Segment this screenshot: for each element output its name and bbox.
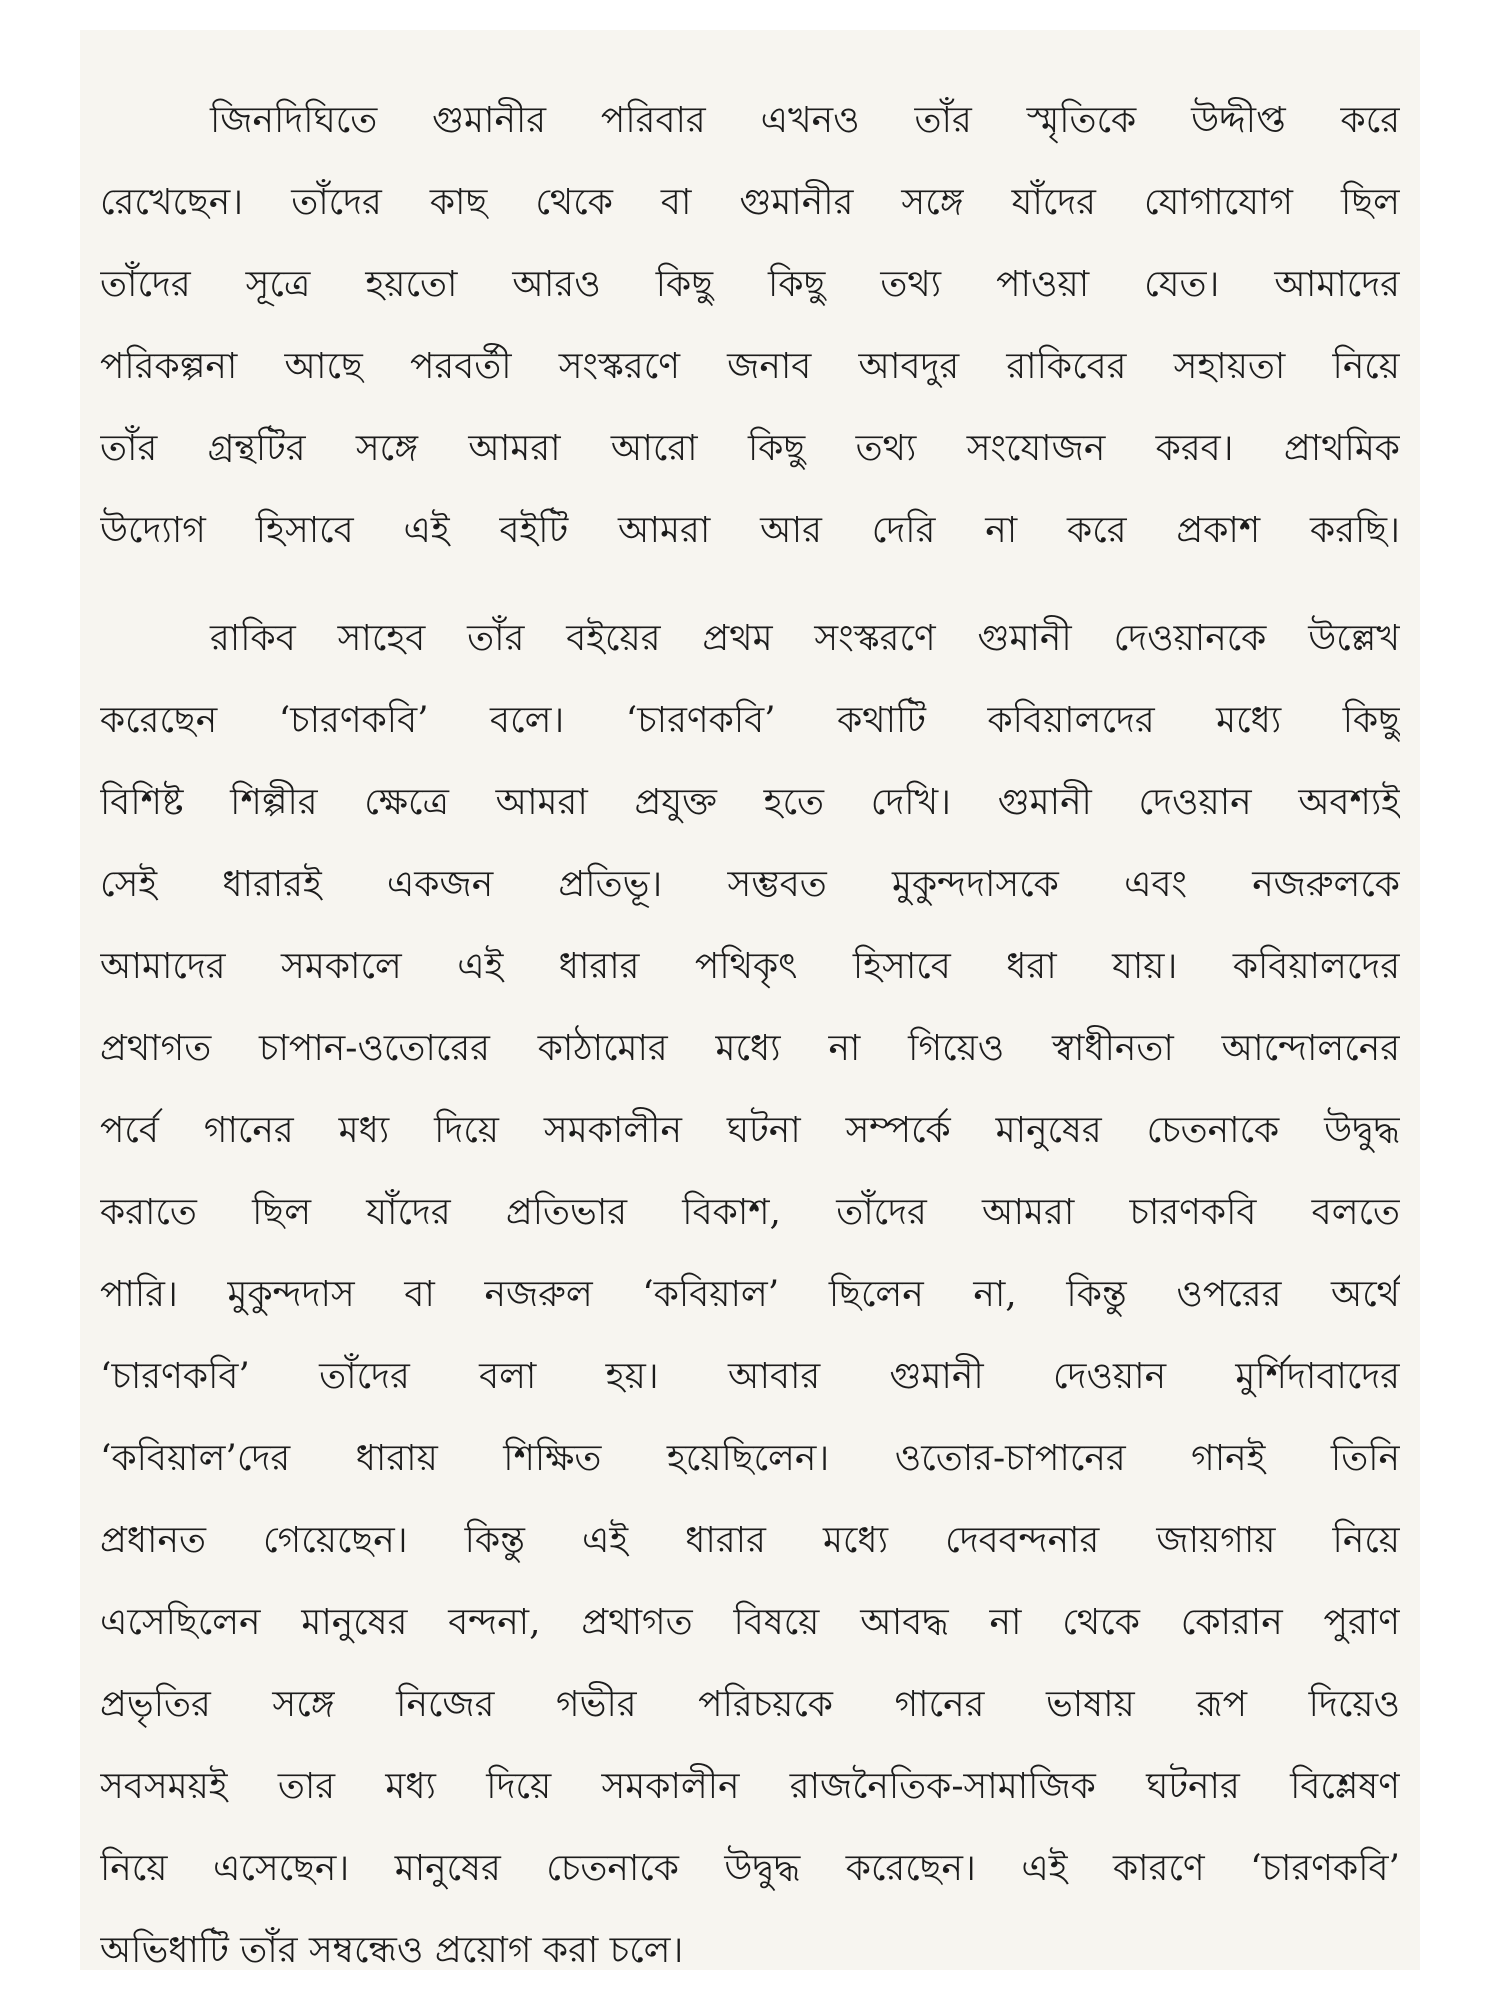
text-line: সবসময়ই তার মধ্য দিয়ে সমকালীন রাজনৈতিক-সামাজিক ঘটনার বিশ্লেষণ [100,1766,1400,1807]
text-line: উদ্যোগ হিসাবে এই বইটি আমরা আর দেরি না করে প্রকাশ করছি। [100,510,1400,551]
text-line: পরিকল্পনা আছে পরবর্তী সংস্করণে জনাব আবদুর রাকিবের সহায়তা নিয়ে [100,346,1400,387]
text-line: করেছেন ‘চারণকবি’ বলে। ‘চারণকবি’ কথাটি কবিয়ালদের মধ্যে কিছু [100,700,1400,741]
text-line: তাঁদের সূত্রে হয়তো আরও কিছু কিছু তথ্য পাওয়া যেত। আমাদের [100,264,1400,305]
text-line: করাতে ছিল যাঁদের প্রতিভার বিকাশ, তাঁদের আমরা চারণকবি বলতে [100,1192,1400,1233]
paragraph-2 [100,598,1400,1992]
text-line: অভিধাটি তাঁর সম্বন্ধেও প্রয়োগ করা চলে। [100,1930,684,1971]
text-line: নিয়ে এসেছেন। মানুষের চেতনাকে উদ্বুদ্ধ করেছেন। এই কারণে ‘চারণকবি’ [100,1848,1400,1889]
text-line: ‘কবিয়াল’দের ধারায় শিক্ষিত হয়েছিলেন। ওতোর-চাপানের গানই তিনি [100,1438,1400,1479]
text-line: এসেছিলেন মানুষের বন্দনা, প্রথাগত বিষয়ে আবদ্ধ না থেকে কোরান পুরাণ [100,1602,1400,1643]
text-line: সেই ধারারই একজন প্রতিভূ। সম্ভবত মুকুন্দদাসকে এবং নজরুলকে [100,864,1400,905]
text-line: পারি। মুকুন্দদাস বা নজরুল ‘কবিয়াল’ ছিলেন না, কিন্তু ওপরের অর্থে [100,1274,1400,1315]
text-line: ‘চারণকবি’ তাঁদের বলা হয়। আবার গুমানী দেওয়ান মুর্শিদাবাদের [100,1356,1400,1397]
text-line: জিনদিঘিতে গুমানীর পরিবার এখনও তাঁর স্মৃতিকে উদ্দীপ্ত করে [210,100,1400,141]
text-line: তাঁর গ্রন্থটির সঙ্গে আমরা আরো কিছু তথ্য সংযোজন করব। প্রাথমিক [100,428,1400,469]
document-page [80,30,1420,1970]
text-line: প্রথাগত চাপান-ওতোরের কাঠামোর মধ্যে না গিয়েও স্বাধীনতা আন্দোলনের [100,1028,1400,1069]
text-line: পর্বে গানের মধ্য দিয়ে সমকালীন ঘটনা সম্পর্কে মানুষের চেতনাকে উদ্বুদ্ধ [100,1110,1400,1151]
text-line: প্রভৃতির সঙ্গে নিজের গভীর পরিচয়কে গানের ভাষায় রূপ দিয়েও [100,1684,1400,1725]
text-line: রাকিব সাহেব তাঁর বইয়ের প্রথম সংস্করণে গুমানী দেওয়ানকে উল্লেখ [210,618,1400,659]
text-line: প্রধানত গেয়েছেন। কিন্তু এই ধারার মধ্যে দেববন্দনার জায়গায় নিয়ে [100,1520,1400,1561]
text-line: বিশিষ্ট শিল্পীর ক্ষেত্রে আমরা প্রযুক্ত হতে দেখি। গুমানী দেওয়ান অবশ্যই [100,782,1400,823]
text-line: রেখেছেন। তাঁদের কাছ থেকে বা গুমানীর সঙ্গে যাঁদের যোগাযোগ ছিল [100,182,1400,223]
paragraph-1 [100,80,1400,572]
text-line: আমাদের সমকালে এই ধারার পথিকৃৎ হিসাবে ধরা যায়। কবিয়ালদের [100,946,1400,987]
